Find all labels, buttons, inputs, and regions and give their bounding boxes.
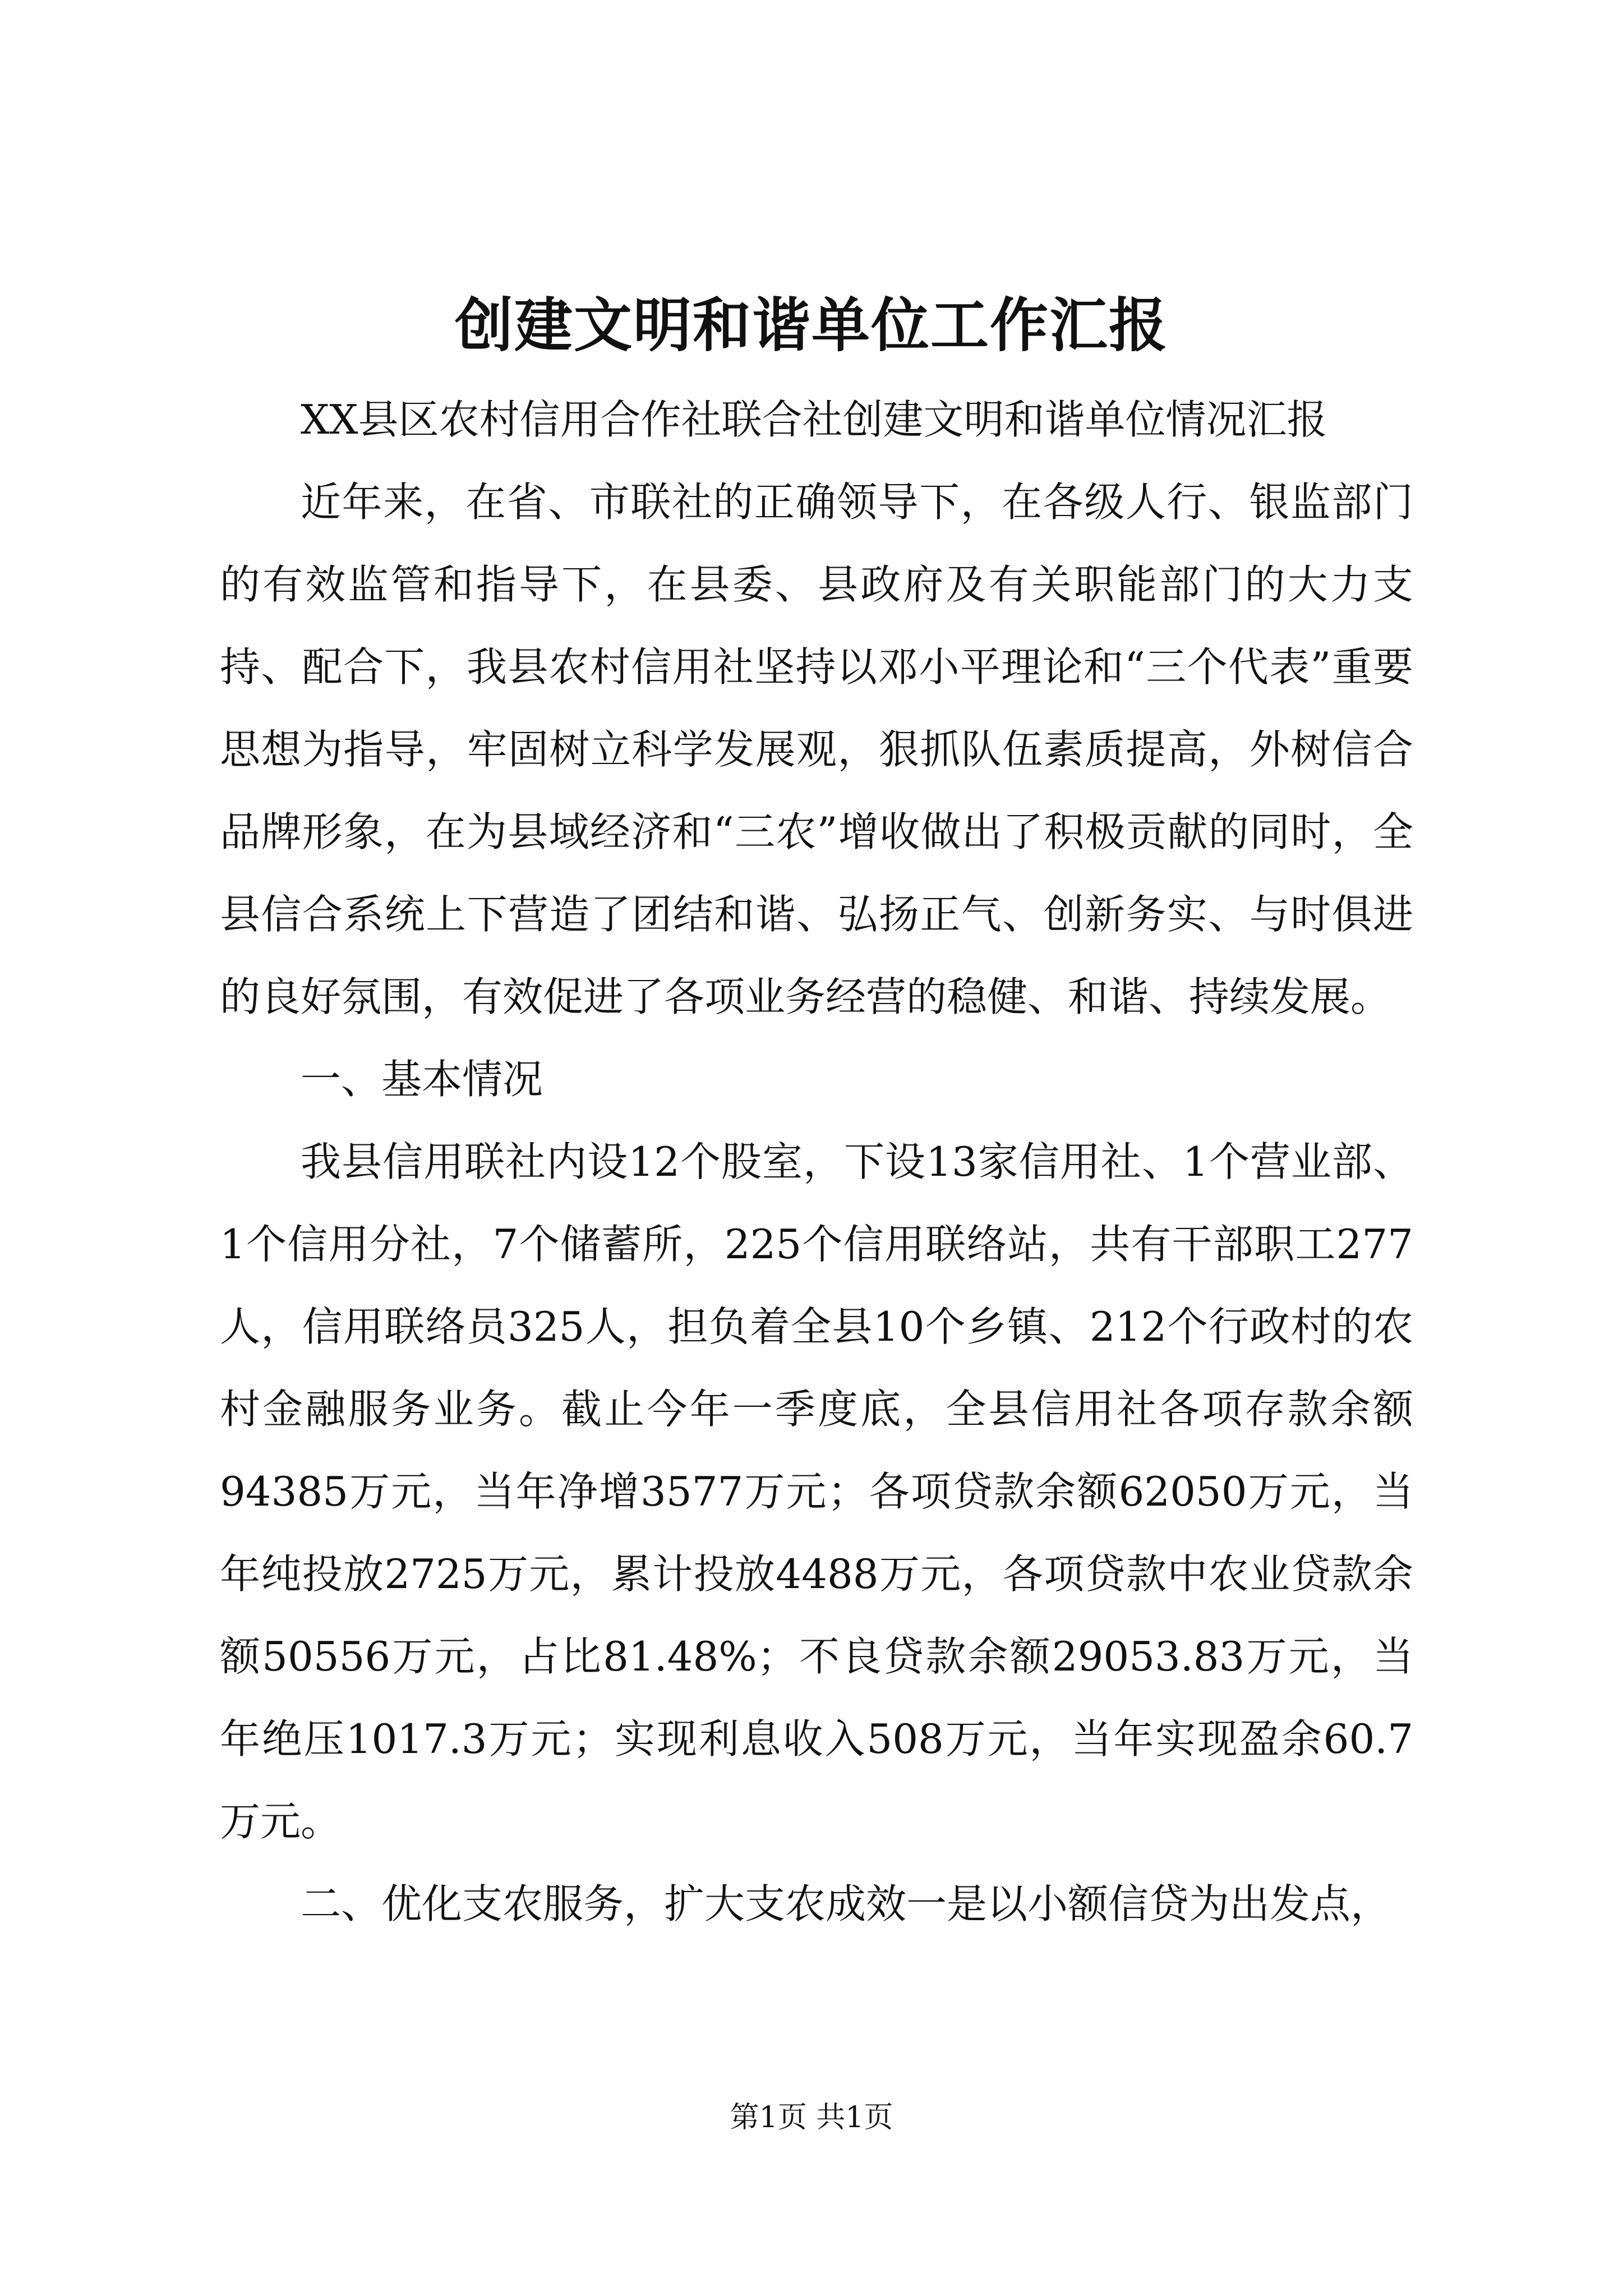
- intro-paragraph: 近年来，在省、市联社的正确领导下，在各级人行、银监部门的有效监管和指导下，在县委、县政府及有关职能部门的大力支持、配合下，我县农村信用社坚持以邓小平理论和“三个代表”重要思想为指导，牢固树立科学发展观，狠抓队伍素质提高，外树信合品牌形象，在为县域经济和“三农”增收做出了积极贡献的同时，全县信合系统上下营造了团结和谐、弘扬正气、创新务实、与时俱进的良好氛围，有效促进了各项业务经营的稳健、和谐、持续发展。: [220, 478, 1413, 1020]
- section-heading-service: 二、优化支农服务，扩大支农成效一是以小额信贷为出发点，: [301, 1880, 1391, 1927]
- basic-info-paragraph: 我县信用联社内设12个股室，下设13家信用社、1个营业部、1个信用分社，7个储蓄所，225个信用联络站，共有干部职工277人，信用联络员325人，担负着全县10个乡镇、212个行政村的农村金融服务业务。截止今年一季度底，全县信用社各项存款余额94385万元，当年净增3577万元；各项贷款余额62050万元，当年纯投放2725万元，累计投放4488万元，各项贷款中农业贷款余额50556万元，占比81.48%；不良贷款余额29053.83万元，当年绝压1017.3万元；实现利息收入508万元，当年实现盈余60.7万元。: [220, 1138, 1413, 1845]
- document-title: 创建文明和谐单位工作汇报: [454, 291, 1168, 360]
- section-heading-basic-info: 一、基本情况: [301, 1056, 543, 1103]
- subtitle-paragraph: XX县区农村信用合作社联合社创建文明和谐单位情况汇报: [301, 396, 1327, 443]
- page-footer: 第1页 共1页: [730, 2101, 893, 2134]
- document-body: [220, 379, 1413, 1945]
